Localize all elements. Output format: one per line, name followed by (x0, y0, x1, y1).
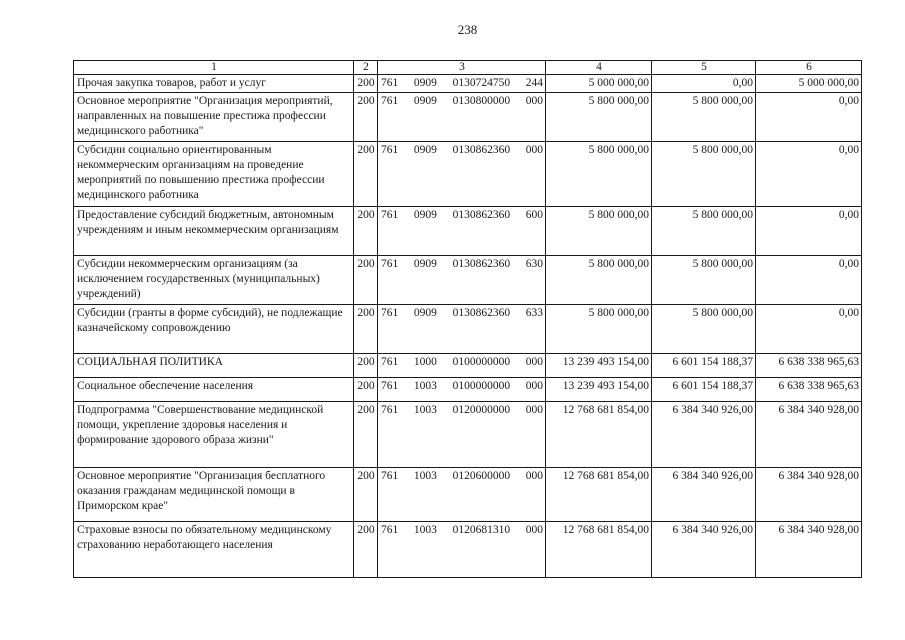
department-code: 761 (381, 258, 399, 270)
department-code: 761 (381, 470, 399, 482)
target-article-code: 0130862360 (452, 209, 511, 221)
row-name-cell: Предоставление субсидий бюджетным, автономным учреждениям и иным некоммерческим организациям (74, 207, 354, 256)
amount-cell-col5: 5 800 000,00 (652, 142, 756, 207)
section-code: 0909 (413, 209, 437, 221)
expense-type-code: 633 (525, 307, 543, 319)
table-row (74, 75, 862, 93)
expense-type-code: 000 (525, 144, 543, 156)
section-code: 1000 (413, 356, 437, 368)
table-row (74, 142, 862, 207)
amount-cell-col5: 6 601 154 188,37 (652, 354, 756, 378)
classification-codes-cell (378, 522, 546, 578)
amount-cell-col6: 6 384 340 928,00 (756, 522, 862, 578)
target-article-code: 0130724750 (452, 77, 511, 89)
code-group (381, 208, 543, 223)
table-row (74, 256, 862, 305)
section-code: 0909 (413, 258, 437, 270)
amount-cell-col4: 5 800 000,00 (546, 305, 652, 354)
table-row (74, 468, 862, 522)
column-header-2: 2 (354, 61, 378, 75)
code-group (381, 94, 543, 109)
code-group (381, 469, 543, 484)
classification-codes-cell (378, 354, 546, 378)
amount-cell-col5: 5 800 000,00 (652, 207, 756, 256)
table-row (74, 354, 862, 378)
amount-cell-col4: 5 800 000,00 (546, 142, 652, 207)
target-article-code: 0130862360 (452, 144, 511, 156)
table-row (74, 93, 862, 142)
column-header-4: 4 (546, 61, 652, 75)
section-code: 0909 (413, 307, 437, 319)
amount-cell-col4: 5 800 000,00 (546, 207, 652, 256)
amount-cell-col6: 0,00 (756, 305, 862, 354)
department-code: 761 (381, 144, 399, 156)
target-article-code: 0130862360 (452, 258, 511, 270)
row-name-cell: Основное мероприятие "Организация бесплатного оказания гражданам медицинской помощи в Приморском крае" (74, 468, 354, 522)
column-header-5: 5 (652, 61, 756, 75)
expense-type-code: 000 (525, 524, 543, 536)
section-code: 1003 (413, 404, 437, 416)
classification-codes-cell (378, 402, 546, 468)
amount-cell-col5: 5 800 000,00 (652, 256, 756, 305)
expense-type-code: 244 (525, 77, 543, 89)
classification-codes-cell (378, 378, 546, 402)
classification-codes-cell (378, 468, 546, 522)
department-code: 761 (381, 404, 399, 416)
row-name-cell: Страховые взносы по обязательному медицинскому страхованию неработающего населения (74, 522, 354, 578)
amount-cell-col4: 5 800 000,00 (546, 93, 652, 142)
target-article-code: 0120000000 (452, 404, 511, 416)
expense-type-code: 000 (525, 404, 543, 416)
target-article-code: 0130800000 (452, 95, 511, 107)
amount-cell-col5: 6 384 340 926,00 (652, 522, 756, 578)
code-group (381, 76, 543, 91)
amount-cell-col6: 6 384 340 928,00 (756, 402, 862, 468)
row-name-cell: Субсидии социально ориентированным некоммерческим организациям на проведение мероприятий по повышению престижа профессии медицинского работника (74, 142, 354, 207)
department-code: 761 (381, 209, 399, 221)
chapter-code-cell: 200 (354, 142, 378, 207)
amount-cell-col5: 5 800 000,00 (652, 305, 756, 354)
column-header-1: 1 (74, 61, 354, 75)
expense-type-code: 600 (525, 209, 543, 221)
expense-type-code: 000 (525, 356, 543, 368)
amount-cell-col4: 12 768 681 854,00 (546, 522, 652, 578)
target-article-code: 0120681310 (452, 524, 511, 536)
department-code: 761 (381, 524, 399, 536)
row-name-cell: Подпрограмма "Совершенствование медицинской помощи, укрепление здоровья населения и формирование здорового образа жизни" (74, 402, 354, 468)
code-group (381, 523, 543, 538)
section-code: 1003 (413, 470, 437, 482)
table-row (74, 305, 862, 354)
table-row (74, 402, 862, 468)
code-group (381, 143, 543, 158)
chapter-code-cell: 200 (354, 207, 378, 256)
chapter-code-cell: 200 (354, 305, 378, 354)
amount-cell-col5: 0,00 (652, 75, 756, 93)
table-row (74, 522, 862, 578)
row-name-cell: Прочая закупка товаров, работ и услуг (74, 75, 354, 93)
classification-codes-cell (378, 75, 546, 93)
department-code: 761 (381, 95, 399, 107)
amount-cell-col5: 6 601 154 188,37 (652, 378, 756, 402)
chapter-code-cell: 200 (354, 378, 378, 402)
code-group (381, 257, 543, 272)
page-number: 238 (457, 22, 478, 37)
chapter-code-cell: 200 (354, 468, 378, 522)
amount-cell-col6: 0,00 (756, 207, 862, 256)
chapter-code-cell: 200 (354, 522, 378, 578)
target-article-code: 0130862360 (452, 307, 511, 319)
section-code: 1003 (413, 380, 437, 392)
target-article-code: 0120600000 (452, 470, 511, 482)
amount-cell-col4: 12 768 681 854,00 (546, 402, 652, 468)
column-header-3: 3 (378, 61, 546, 75)
row-name-cell: Субсидии некоммерческим организациям (за исключением государственных (муниципальных) учреждений) (74, 256, 354, 305)
section-code: 0909 (413, 144, 437, 156)
chapter-code-cell: 200 (354, 75, 378, 93)
expense-type-code: 000 (525, 470, 543, 482)
amount-cell-col4: 13 239 493 154,00 (546, 354, 652, 378)
expense-type-code: 630 (525, 258, 543, 270)
amount-cell-col6: 0,00 (756, 256, 862, 305)
section-code: 1003 (413, 524, 437, 536)
amount-cell-col6: 6 384 340 928,00 (756, 468, 862, 522)
code-group (381, 379, 543, 394)
amount-cell-col6: 0,00 (756, 142, 862, 207)
amount-cell-col5: 6 384 340 926,00 (652, 402, 756, 468)
table-row (74, 207, 862, 256)
amount-cell-col4: 12 768 681 854,00 (546, 468, 652, 522)
classification-codes-cell (378, 142, 546, 207)
expense-type-code: 000 (525, 95, 543, 107)
department-code: 761 (381, 380, 399, 392)
row-name-cell: Субсидии (гранты в форме субсидий), не подлежащие казначейскому сопровождению (74, 305, 354, 354)
classification-codes-cell (378, 305, 546, 354)
chapter-code-cell: 200 (354, 93, 378, 142)
section-code: 0909 (413, 95, 437, 107)
code-group (381, 306, 543, 321)
target-article-code: 0100000000 (452, 380, 511, 392)
header-row (74, 61, 862, 75)
amount-cell-col4: 5 000 000,00 (546, 75, 652, 93)
amount-cell-col6: 6 638 338 965,63 (756, 354, 862, 378)
table-row (74, 378, 862, 402)
department-code: 761 (381, 77, 399, 89)
expense-type-code: 000 (525, 380, 543, 392)
amount-cell-col6: 5 000 000,00 (756, 75, 862, 93)
amount-cell-col4: 13 239 493 154,00 (546, 378, 652, 402)
table-body (74, 75, 862, 578)
row-name-cell: Основное мероприятие "Организация мероприятий, направленных на повышение престижа профессии медицинского работника" (74, 93, 354, 142)
chapter-code-cell: 200 (354, 402, 378, 468)
column-header-6: 6 (756, 61, 862, 75)
row-name-cell: СОЦИАЛЬНАЯ ПОЛИТИКА (74, 354, 354, 378)
classification-codes-cell (378, 256, 546, 305)
chapter-code-cell: 200 (354, 256, 378, 305)
chapter-code-cell: 200 (354, 354, 378, 378)
classification-codes-cell (378, 207, 546, 256)
code-group (381, 355, 543, 370)
budget-table (73, 60, 862, 578)
department-code: 761 (381, 307, 399, 319)
code-group (381, 403, 543, 418)
section-code: 0909 (413, 77, 437, 89)
row-name-cell: Социальное обеспечение населения (74, 378, 354, 402)
amount-cell-col6: 0,00 (756, 93, 862, 142)
department-code: 761 (381, 356, 399, 368)
amount-cell-col5: 5 800 000,00 (652, 93, 756, 142)
target-article-code: 0100000000 (452, 356, 511, 368)
amount-cell-col6: 6 638 338 965,63 (756, 378, 862, 402)
amount-cell-col4: 5 800 000,00 (546, 256, 652, 305)
classification-codes-cell (378, 93, 546, 142)
amount-cell-col5: 6 384 340 926,00 (652, 468, 756, 522)
